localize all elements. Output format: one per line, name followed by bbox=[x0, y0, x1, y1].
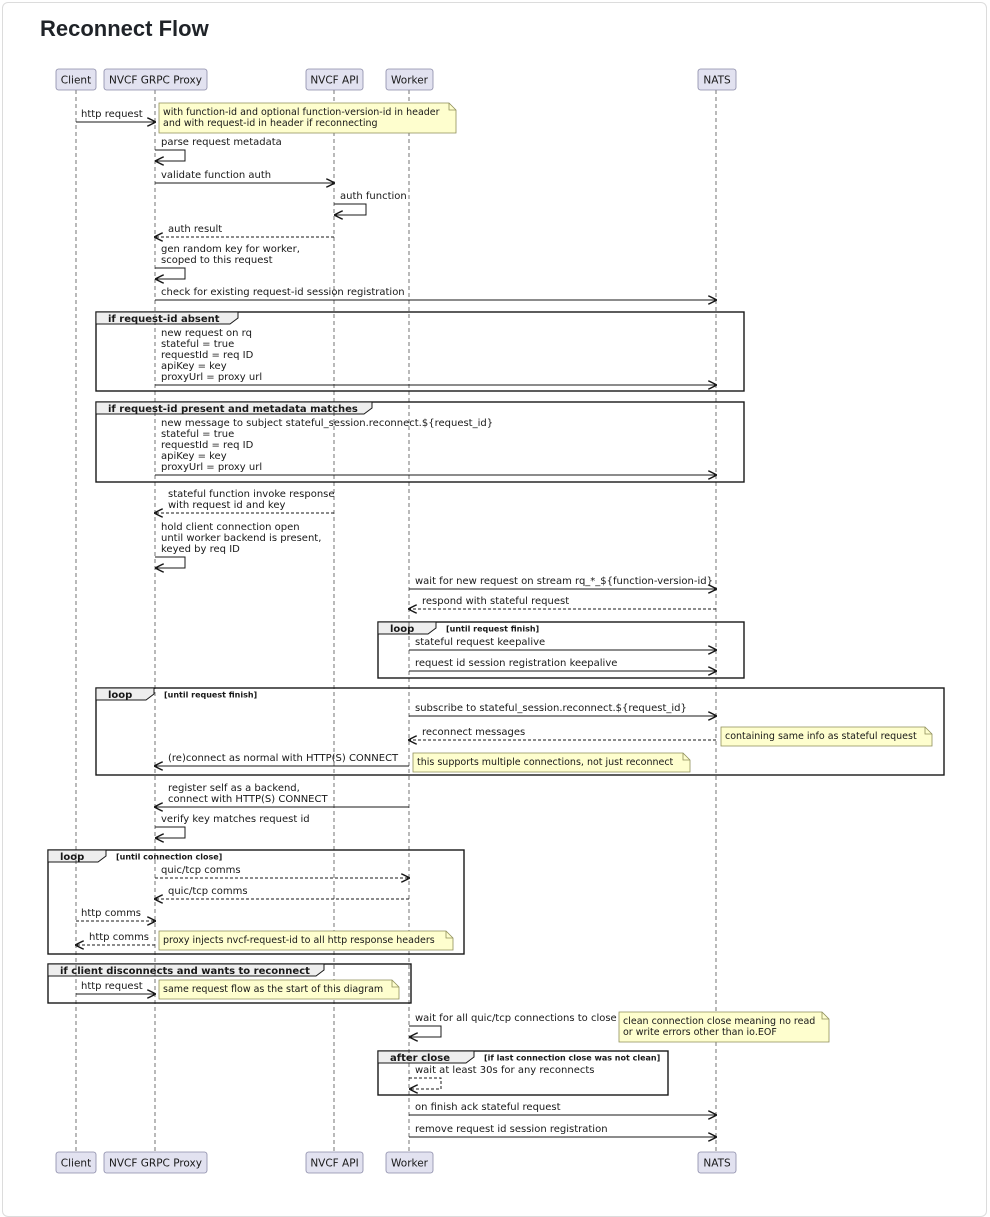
message-m5 bbox=[155, 224, 334, 237]
message-label: scoped to this request bbox=[161, 255, 273, 266]
message-label: on finish ack stateful request bbox=[415, 1102, 561, 1113]
message-m28 bbox=[409, 1102, 716, 1115]
group-label: loop bbox=[60, 852, 85, 863]
message-m8 bbox=[155, 328, 716, 385]
message-m3 bbox=[155, 170, 334, 183]
message-label: reconnect messages bbox=[422, 727, 526, 738]
message-label: auth function bbox=[340, 191, 407, 202]
group-label: loop bbox=[108, 690, 133, 701]
participant-client-bottom bbox=[56, 1152, 96, 1173]
participant-client-top bbox=[56, 69, 96, 90]
participant-worker-bottom bbox=[386, 1152, 433, 1173]
participant-label: NVCF API bbox=[310, 1157, 359, 1170]
note-text: proxy injects nvcf-request-id to all http response headers bbox=[163, 935, 435, 946]
message-m10 bbox=[155, 489, 335, 513]
message-label: proxyUrl = proxy url bbox=[161, 372, 263, 383]
note-n6 bbox=[619, 1012, 829, 1042]
group-condition: [if last connection close was not clean] bbox=[484, 1053, 661, 1063]
message-label: http comms bbox=[89, 932, 150, 943]
message-label: stateful = true bbox=[161, 339, 235, 350]
participant-label: Client bbox=[60, 74, 92, 87]
message-label: apiKey = key bbox=[161, 451, 227, 462]
message-label: parse request metadata bbox=[161, 137, 282, 148]
message-label: http request bbox=[81, 981, 143, 992]
message-m14 bbox=[409, 637, 716, 650]
message-label: http request bbox=[81, 109, 143, 120]
message-m23 bbox=[76, 908, 155, 921]
group-label: if request-id present and metadata matches bbox=[108, 404, 358, 415]
self-arrow bbox=[155, 150, 185, 161]
note-text: containing same info as stateful request bbox=[725, 731, 917, 742]
message-label: quic/tcp comms bbox=[161, 865, 241, 876]
message-label: register self as a backend, bbox=[168, 783, 300, 794]
self-arrow bbox=[409, 1078, 441, 1089]
message-label: with request id and key bbox=[168, 500, 286, 511]
message-label: (re)connect as normal with HTTP(S) CONNECT bbox=[168, 753, 399, 764]
participant-proxy-top bbox=[104, 69, 207, 90]
message-m1 bbox=[76, 109, 155, 122]
note-text: clean connection close meaning no read bbox=[623, 1016, 816, 1027]
message-m9 bbox=[155, 418, 716, 475]
message-label: new request on rq bbox=[161, 328, 252, 339]
participant-label: Worker bbox=[391, 1157, 428, 1170]
message-label: proxyUrl = proxy url bbox=[161, 462, 263, 473]
message-label: connect with HTTP(S) CONNECT bbox=[168, 794, 328, 805]
message-label: respond with stateful request bbox=[422, 596, 570, 607]
note-n1 bbox=[159, 103, 456, 133]
message-label: http comms bbox=[81, 908, 142, 919]
message-m29 bbox=[409, 1124, 716, 1137]
message-label: validate function auth bbox=[161, 170, 272, 181]
participant-api-top bbox=[306, 69, 363, 90]
message-m13 bbox=[409, 596, 716, 609]
participant-label: Worker bbox=[391, 74, 428, 87]
participant-nats-bottom bbox=[698, 1152, 736, 1173]
message-label: remove request id session registration bbox=[415, 1124, 608, 1135]
message-label: stateful = true bbox=[161, 429, 235, 440]
participant-label: Client bbox=[60, 1157, 92, 1170]
group-condition: [until connection close] bbox=[116, 852, 223, 862]
participant-api-bottom bbox=[306, 1152, 363, 1173]
page-title: Reconnect Flow bbox=[40, 16, 209, 41]
note-text: this supports multiple connections, not just reconnect bbox=[417, 757, 674, 768]
message-m18 bbox=[155, 753, 409, 766]
message-m20 bbox=[155, 814, 310, 838]
message-label: check for existing request-id session registration bbox=[161, 287, 405, 298]
message-label: keyed by req ID bbox=[161, 544, 240, 555]
message-m4 bbox=[334, 191, 407, 215]
message-m27 bbox=[409, 1065, 595, 1089]
message-label: requestId = req ID bbox=[161, 440, 254, 451]
note-text: and with request-id in header if reconnecting bbox=[163, 118, 378, 129]
message-label: quic/tcp comms bbox=[168, 886, 248, 897]
self-arrow bbox=[155, 827, 185, 838]
participant-worker-top bbox=[386, 69, 433, 90]
message-m22 bbox=[155, 886, 409, 899]
message-label: wait for all quic/tcp connections to close bbox=[415, 1013, 617, 1024]
message-m2 bbox=[155, 137, 282, 161]
note-n2 bbox=[721, 727, 932, 746]
message-label: request id session registration keepalive bbox=[415, 658, 618, 669]
message-label: verify key matches request id bbox=[161, 814, 310, 825]
self-arrow bbox=[155, 557, 185, 568]
message-m25 bbox=[76, 981, 155, 994]
group-condition: [until request finish] bbox=[164, 690, 258, 700]
note-n5 bbox=[159, 980, 399, 999]
message-label: gen random key for worker, bbox=[161, 244, 300, 255]
group-label: if client disconnects and wants to reconnect bbox=[60, 966, 310, 977]
note-text: or write errors other than io.EOF bbox=[623, 1027, 777, 1038]
message-m7 bbox=[155, 287, 716, 300]
participant-label: NATS bbox=[703, 1157, 731, 1170]
participant-label: NATS bbox=[703, 74, 731, 87]
self-arrow bbox=[409, 1026, 441, 1037]
message-m12 bbox=[409, 576, 716, 589]
group-label: loop bbox=[390, 624, 415, 635]
message-label: wait for new request on stream rq_*_${function-version-id} bbox=[415, 576, 713, 587]
message-label: wait at least 30s for any reconnects bbox=[415, 1065, 595, 1076]
message-label: requestId = req ID bbox=[161, 350, 254, 361]
message-m24 bbox=[76, 932, 155, 945]
message-m26 bbox=[409, 1013, 617, 1037]
message-label: stateful function invoke response bbox=[168, 489, 335, 500]
message-m6 bbox=[155, 244, 300, 279]
participant-label: NVCF GRPC Proxy bbox=[109, 74, 202, 87]
note-n4 bbox=[159, 931, 453, 950]
self-arrow bbox=[334, 204, 366, 215]
note-text: same request flow as the start of this diagram bbox=[163, 984, 384, 995]
message-m15 bbox=[409, 658, 716, 671]
message-label: new message to subject stateful_session.reconnect.${request_id} bbox=[161, 418, 494, 429]
message-label: apiKey = key bbox=[161, 361, 227, 372]
participant-proxy-bottom bbox=[104, 1152, 207, 1173]
message-m11 bbox=[155, 522, 321, 568]
note-text: with function-id and optional function-version-id in header bbox=[163, 107, 440, 118]
message-label: auth result bbox=[168, 224, 223, 235]
group-label: after close bbox=[390, 1053, 451, 1064]
participant-label: NVCF API bbox=[310, 74, 359, 87]
self-arrow bbox=[155, 268, 185, 279]
participant-label: NVCF GRPC Proxy bbox=[109, 1157, 202, 1170]
message-label: hold client connection open bbox=[161, 522, 300, 533]
message-m21 bbox=[155, 865, 409, 878]
group-label: if request-id absent bbox=[108, 314, 220, 325]
message-label: until worker backend is present, bbox=[161, 533, 322, 544]
message-m16 bbox=[409, 703, 716, 716]
note-n3 bbox=[413, 753, 690, 772]
message-label: stateful request keepalive bbox=[415, 637, 546, 648]
message-label: subscribe to stateful_session.reconnect.${request_id} bbox=[415, 703, 687, 714]
message-m19 bbox=[155, 783, 409, 807]
message-m17 bbox=[409, 727, 716, 740]
participant-nats-top bbox=[698, 69, 736, 90]
group-condition: [until request finish] bbox=[446, 624, 540, 634]
